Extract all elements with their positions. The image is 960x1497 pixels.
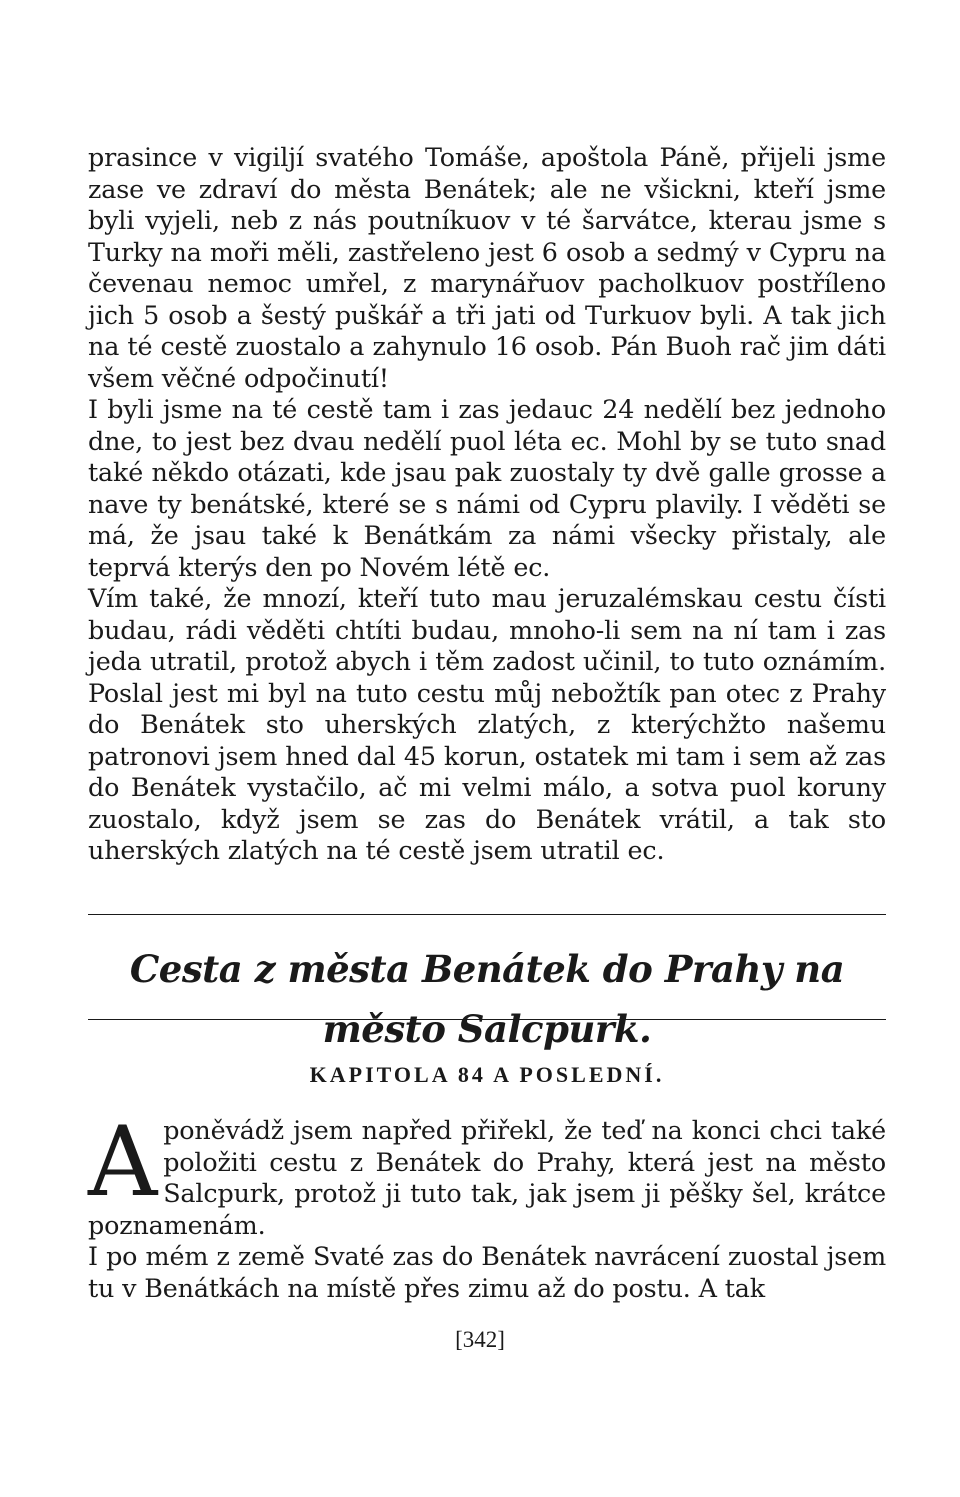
page-number: [342] xyxy=(455,1327,505,1352)
chapter-paragraph-1 xyxy=(88,1106,886,1241)
chapter-text-block xyxy=(88,1106,886,1304)
section-rule-top xyxy=(88,914,886,915)
drop-cap: A xyxy=(88,1106,158,1218)
chapter-paragraph-1-text: poněvádž jsem napřed přiřekl, že teď na konci chci také položiti cestu z Benátek do Prahy, která jest na město Salcpurk, protož ji tuto tak, jak jsem ji pěšky šel, krátce poznamenám. xyxy=(88,1115,886,1240)
intro-paragraph-3: Vím také, že mnozí, kteří tuto mau jeruzalémskau cestu čísti budau, rádi věděti chtíti budau, mnoho-li sem na ní tam i zas jeda utratil, protož abych i těm zadost učinil, to tuto oznámím. Poslal jest mi byl na tuto cestu můj nebožtík pan otec z Prahy do Benátek sto uherských zlatých, z kterýchžto našemu patronovi jsem hned dal 45 korun, ostatek mi tam i sem až zas do Benátek vystačilo, ač mi velmi málo, a sotva puol koruny zuostalo, když jsem se zas do Benátek vrátil, a tak sto uherských zlatých na té cestě jsem utratil ec. xyxy=(88,583,886,865)
intro-paragraph-2: I byli jsme na té cestě tam i zas jedauc 24 nedělí bez jednoho dne, to jest bez dvau nedělí puol léta ec. Mohl by se tuto snad také někdo otázati, kde jsau pak zuostaly ty dvě galle grosse a nave ty benátské, které se s námi od Cypru plavily. I věděti se má, že jsau také k Benátkám za námi všecky přistaly, ale teprvá kterýs den po Novém létě ec. xyxy=(88,394,886,582)
section-title: Cesta z města Benátek do Prahy na město Salcpurk. xyxy=(129,947,845,1051)
intro-paragraph-1: prasince v vigiljí svatého Tomáše, apoštola Páně, přijeli jsme zase ve zdraví do města Benátek; ale ne všickni, kteří jsme byli vyjeli, neb z nás poutníkuov v té šarvátce, kterau jsme s Turky na moři měli, zastřeleno jest 6 osob a sedmý v Cypru na čevenau nemoc umřel, z marynářuov pacholkuov postříleno jich 5 osob a šestý puškář a tři jati od Turkuov byli. A tak jich na té cestě zuostalo a zahynulo 16 osob. Pán Buoh rač jim dáti všem věčné odpočinutí! xyxy=(88,142,886,393)
intro-text-block xyxy=(88,142,886,867)
section-rule-bottom xyxy=(88,1019,886,1020)
chapter-paragraph-2: I po mém z země Svaté zas do Benátek navrácení zuostal jsem tu v Benátkách na místě přes zimu až do postu. A tak xyxy=(88,1241,886,1303)
chapter-heading: KAPITOLA 84 A POSLEDNÍ. xyxy=(309,1062,665,1087)
